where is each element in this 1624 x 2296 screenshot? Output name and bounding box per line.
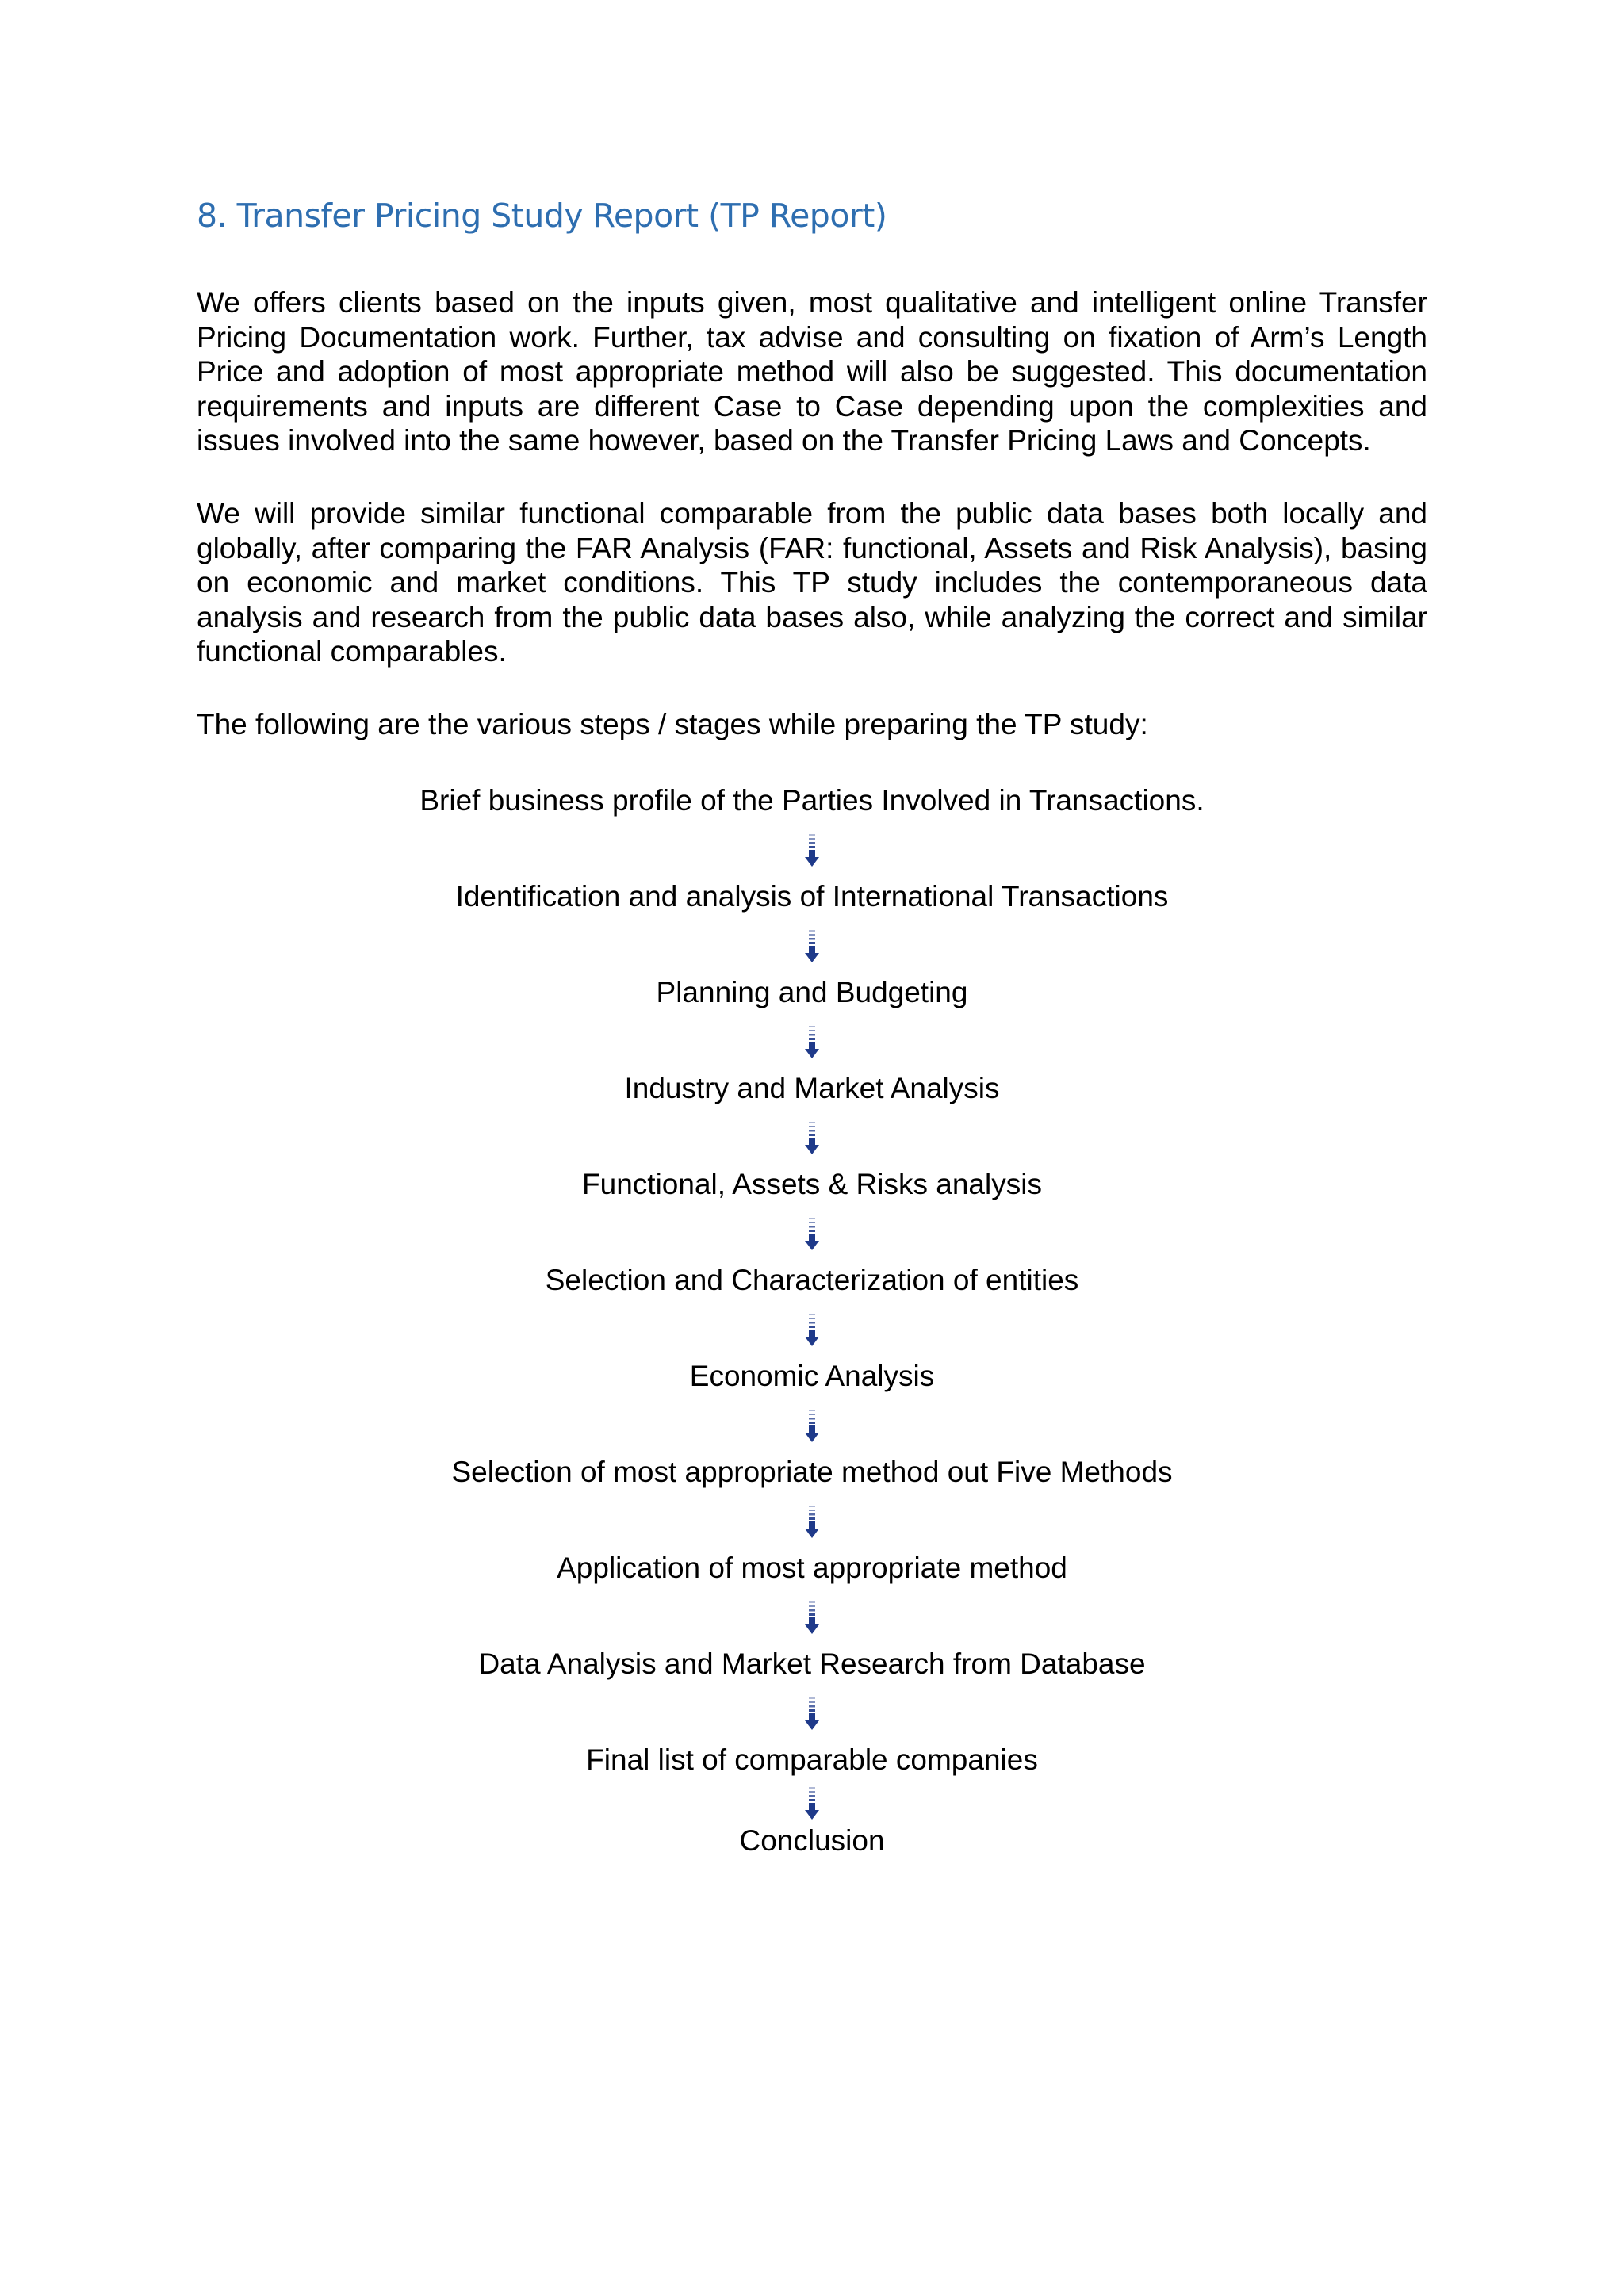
arrow-down-icon	[802, 1215, 822, 1253]
flow-step-international-transactions: Identification and analysis of International Transactions	[455, 880, 1169, 913]
flow-step-industry-market-analysis: Industry and Market Analysis	[624, 1072, 1000, 1104]
arrow-down-icon	[802, 1119, 822, 1157]
section-heading: 8. Transfer Pricing Study Report (TP Report)	[197, 197, 887, 235]
flow-step-conclusion: Conclusion	[739, 1824, 885, 1857]
flow-step-method-selection: Selection of most appropriate method out Five Methods	[451, 1456, 1173, 1488]
arrow-down-icon	[802, 1598, 822, 1636]
arrow-down-icon	[802, 1406, 822, 1445]
flow-step-data-analysis: Data Analysis and Market Research from Database	[478, 1647, 1146, 1680]
comparables-paragraph: We will provide similar functional comparable from the public data bases both locally and globally, after comparing the FAR Analysis (FAR: functional, Assets and Risk Analysis), basing on economic and market conditions. This TP study includes the contemporaneous data analysis and research from the public data bases also, while analyzing the correct and similar functional comparables.	[197, 497, 1427, 668]
arrow-down-icon	[802, 927, 822, 965]
arrow-down-icon	[802, 1784, 822, 1822]
flow-step-business-profile: Brief business profile of the Parties Involved in Transactions.	[419, 784, 1205, 817]
arrow-down-icon	[802, 831, 822, 869]
intro-paragraph: We offers clients based on the inputs given, most qualitative and intelligent online Transfer Pricing Documentation work. Further, tax advise and consulting on fixation of Arm’s Length Price and adoption of most appropriate method will also be suggested. This documentation requirements and inputs are different Case to Case depending upon the complexities and issues involved into the same however, based on the Transfer Pricing Laws and Concepts.	[197, 286, 1427, 457]
arrow-down-icon	[802, 1311, 822, 1349]
steps-intro-paragraph: The following are the various steps / stages while preparing the TP study:	[197, 708, 1148, 740]
arrow-down-icon	[802, 1023, 822, 1061]
arrow-down-icon	[802, 1694, 822, 1732]
arrow-down-icon	[802, 1502, 822, 1540]
flow-step-method-application: Application of most appropriate method	[557, 1552, 1067, 1584]
flow-step-comparable-companies: Final list of comparable companies	[586, 1743, 1038, 1776]
flow-step-entity-characterization: Selection and Characterization of entities	[545, 1264, 1079, 1296]
flow-step-economic-analysis: Economic Analysis	[689, 1360, 935, 1392]
flow-step-planning-budgeting: Planning and Budgeting	[656, 976, 968, 1008]
flow-step-far-analysis: Functional, Assets & Risks analysis	[582, 1168, 1042, 1200]
